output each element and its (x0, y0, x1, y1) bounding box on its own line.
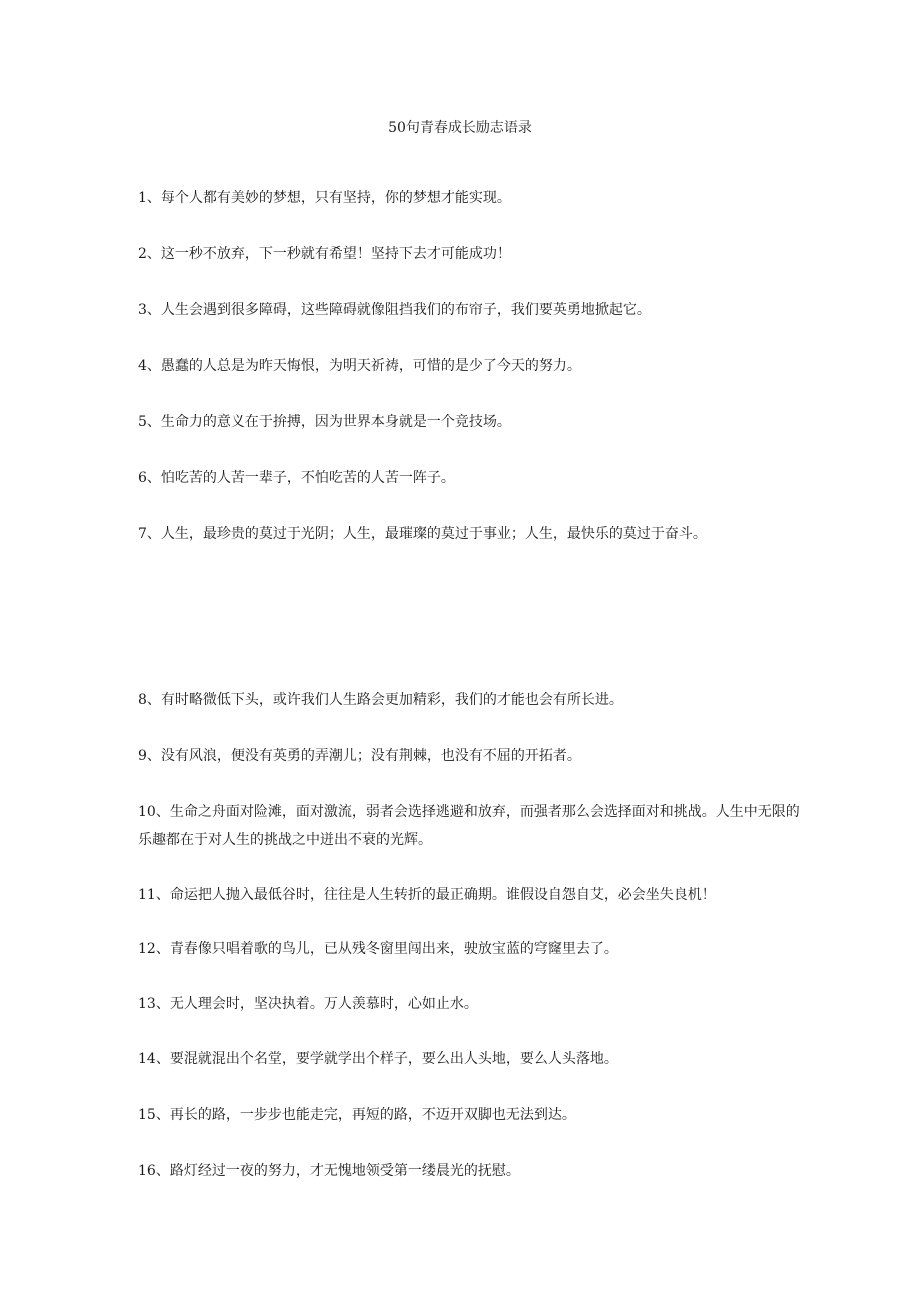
quote-item: 14、要混就混出个名堂，要学就学出个样子，要么出人头地，要么人头落地。 (138, 1051, 618, 1067)
quote-item: 16、路灯经过一夜的努力，才无愧地领受第一缕晨光的抚慰。 (138, 1163, 520, 1179)
quote-item: 1、每个人都有美妙的梦想，只有坚持，你的梦想才能实现。 (138, 190, 511, 206)
quote-item: 12、青春像只唱着歌的鸟儿，已从残冬窗里闯出来，驶放宝蓝的穹窿里去了。 (138, 941, 618, 957)
quote-item: 8、有时略微低下头，或许我们人生路会更加精彩，我们的才能也会有所长进。 (138, 692, 623, 708)
quote-item: 2、这一秒不放弃，下一秒就有希望！坚持下去才可能成功！ (138, 246, 511, 262)
quote-item: 3、人生会遇到很多障碍，这些障碍就像阻挡我们的布帘子，我们要英勇地掀起它。 (138, 302, 651, 318)
quote-item: 4、愚蠢的人总是为昨天悔恨，为明天祈祷，可惜的是少了今天的努力。 (138, 358, 581, 374)
quote-item: 9、没有风浪，便没有英勇的弄潮儿；没有荆棘，也没有不屈的开拓者。 (138, 748, 581, 764)
quote-item: 13、无人理会时，坚决执着。万人羡慕时，心如止水。 (138, 996, 478, 1012)
quote-item: 15、再长的路，一步步也能走完，再短的路，不迈开双脚也无法到达。 (138, 1107, 576, 1123)
quote-item: 11、命运把人抛入最低谷时，往往是人生转折的最正确期。谁假设自怨自艾，必会坐失良机！ (138, 887, 716, 903)
quote-item: 10、生命之舟面对险滩，面对激流，弱者会选择逃避和放弃，而强者那么会选择面对和挑战。人生中无限的乐趣都在于对人生的挑战之中迸出不衰的光辉。 (138, 804, 800, 848)
quote-item: 7、人生，最珍贵的莫过于光阴；人生，最璀璨的莫过于事业；人生，最快乐的莫过于奋斗。 (138, 526, 707, 542)
document-title: 50句青春成长励志语录 (388, 120, 532, 136)
quote-item: 5、生命力的意义在于拚搏，因为世界本身就是一个竞技场。 (138, 414, 511, 430)
quote-item: 6、怕吃苦的人苦一辈子，不怕吃苦的人苦一阵子。 (138, 470, 455, 486)
